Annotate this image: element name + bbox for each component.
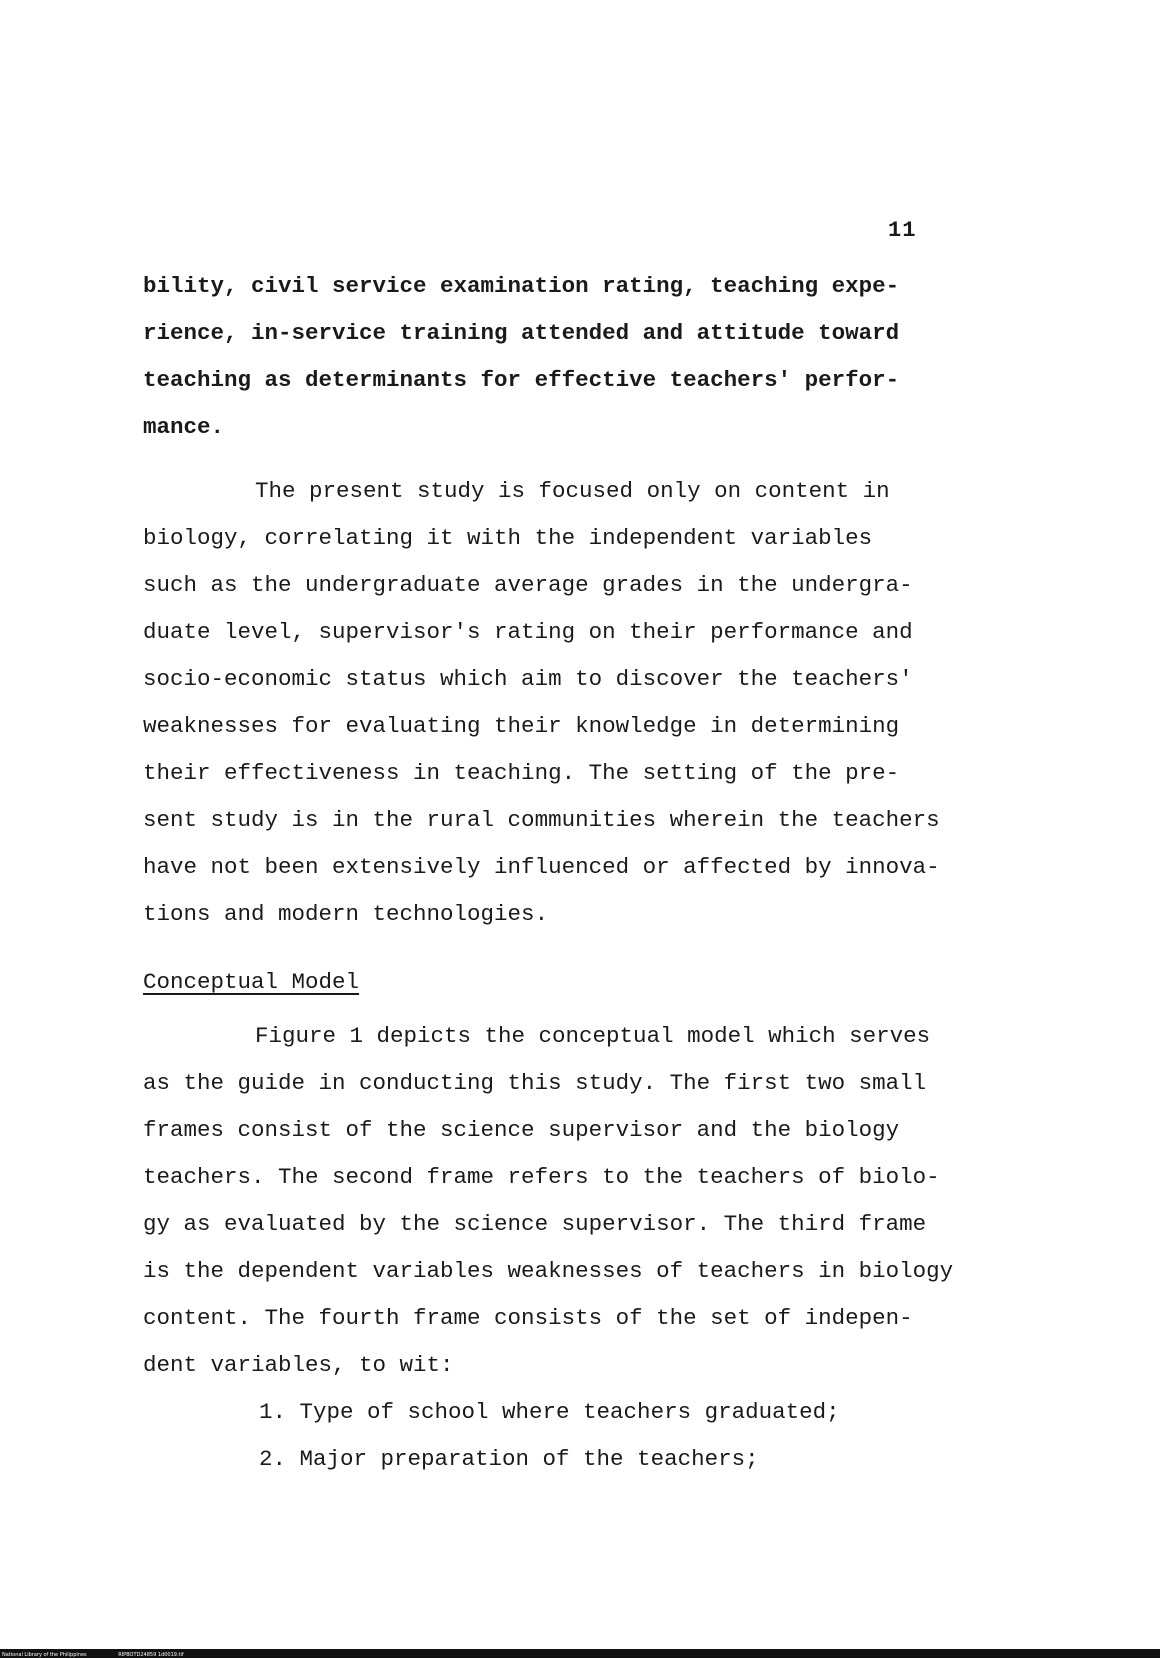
text-line: socio-economic status which aim to discover the teachers' <box>143 666 913 692</box>
text-line: duate level, supervisor's rating on their performance and <box>143 619 913 645</box>
text-line: rience, in-service training attended and attitude toward <box>143 320 900 346</box>
scan-footer-text <box>2 1652 184 1658</box>
paragraph-conceptual-model <box>143 1013 1003 1389</box>
scan-footer-bar <box>0 1649 1160 1658</box>
text-line: content. The fourth frame consists of the set of indepen- <box>143 1305 913 1331</box>
text-line: bility, civil service examination rating, teaching expe- <box>143 273 900 299</box>
text-line: tions and modern technologies. <box>143 901 549 927</box>
list-item: 2. Major preparation of the teachers; <box>259 1446 759 1472</box>
text-line: teaching as determinants for effective teachers' perfor- <box>143 367 900 393</box>
text-line: frames consist of the science supervisor and the biology <box>143 1117 900 1143</box>
text-line: sent study is in the rural communities wherein the teachers <box>143 807 940 833</box>
paragraph-present-study <box>143 468 1003 938</box>
page-number: 11 <box>888 218 917 243</box>
footer-source: National Library of the Philippines <box>2 1652 87 1658</box>
text-line: Figure 1 depicts the conceptual model which serves <box>255 1023 931 1049</box>
footer-file: RIPBOTD24859 1d0019.tif <box>118 1652 184 1658</box>
numbered-list <box>143 1389 1003 1483</box>
text-line: gy as evaluated by the science supervisor. The third frame <box>143 1211 927 1237</box>
text-line: weaknesses for evaluating their knowledge in determining <box>143 713 900 739</box>
text-line: as the guide in conducting this study. The first two small <box>143 1070 927 1096</box>
text-line: The present study is focused only on content in <box>255 478 890 504</box>
paragraph-continued <box>143 263 1003 451</box>
text-line: such as the undergraduate average grades in the undergra- <box>143 572 913 598</box>
text-line: teachers. The second frame refers to the teachers of biolo- <box>143 1164 940 1190</box>
section-heading: Conceptual Model <box>143 969 360 995</box>
text-line: their effectiveness in teaching. The setting of the pre- <box>143 760 900 786</box>
list-item: 1. Type of school where teachers graduated; <box>259 1399 840 1425</box>
text-line: have not been extensively influenced or affected by innova- <box>143 854 940 880</box>
text-line: dent variables, to wit: <box>143 1352 454 1378</box>
text-line: is the dependent variables weaknesses of teachers in biology <box>143 1258 954 1284</box>
text-line: biology, correlating it with the independent variables <box>143 525 873 551</box>
text-line: mance. <box>143 414 225 440</box>
